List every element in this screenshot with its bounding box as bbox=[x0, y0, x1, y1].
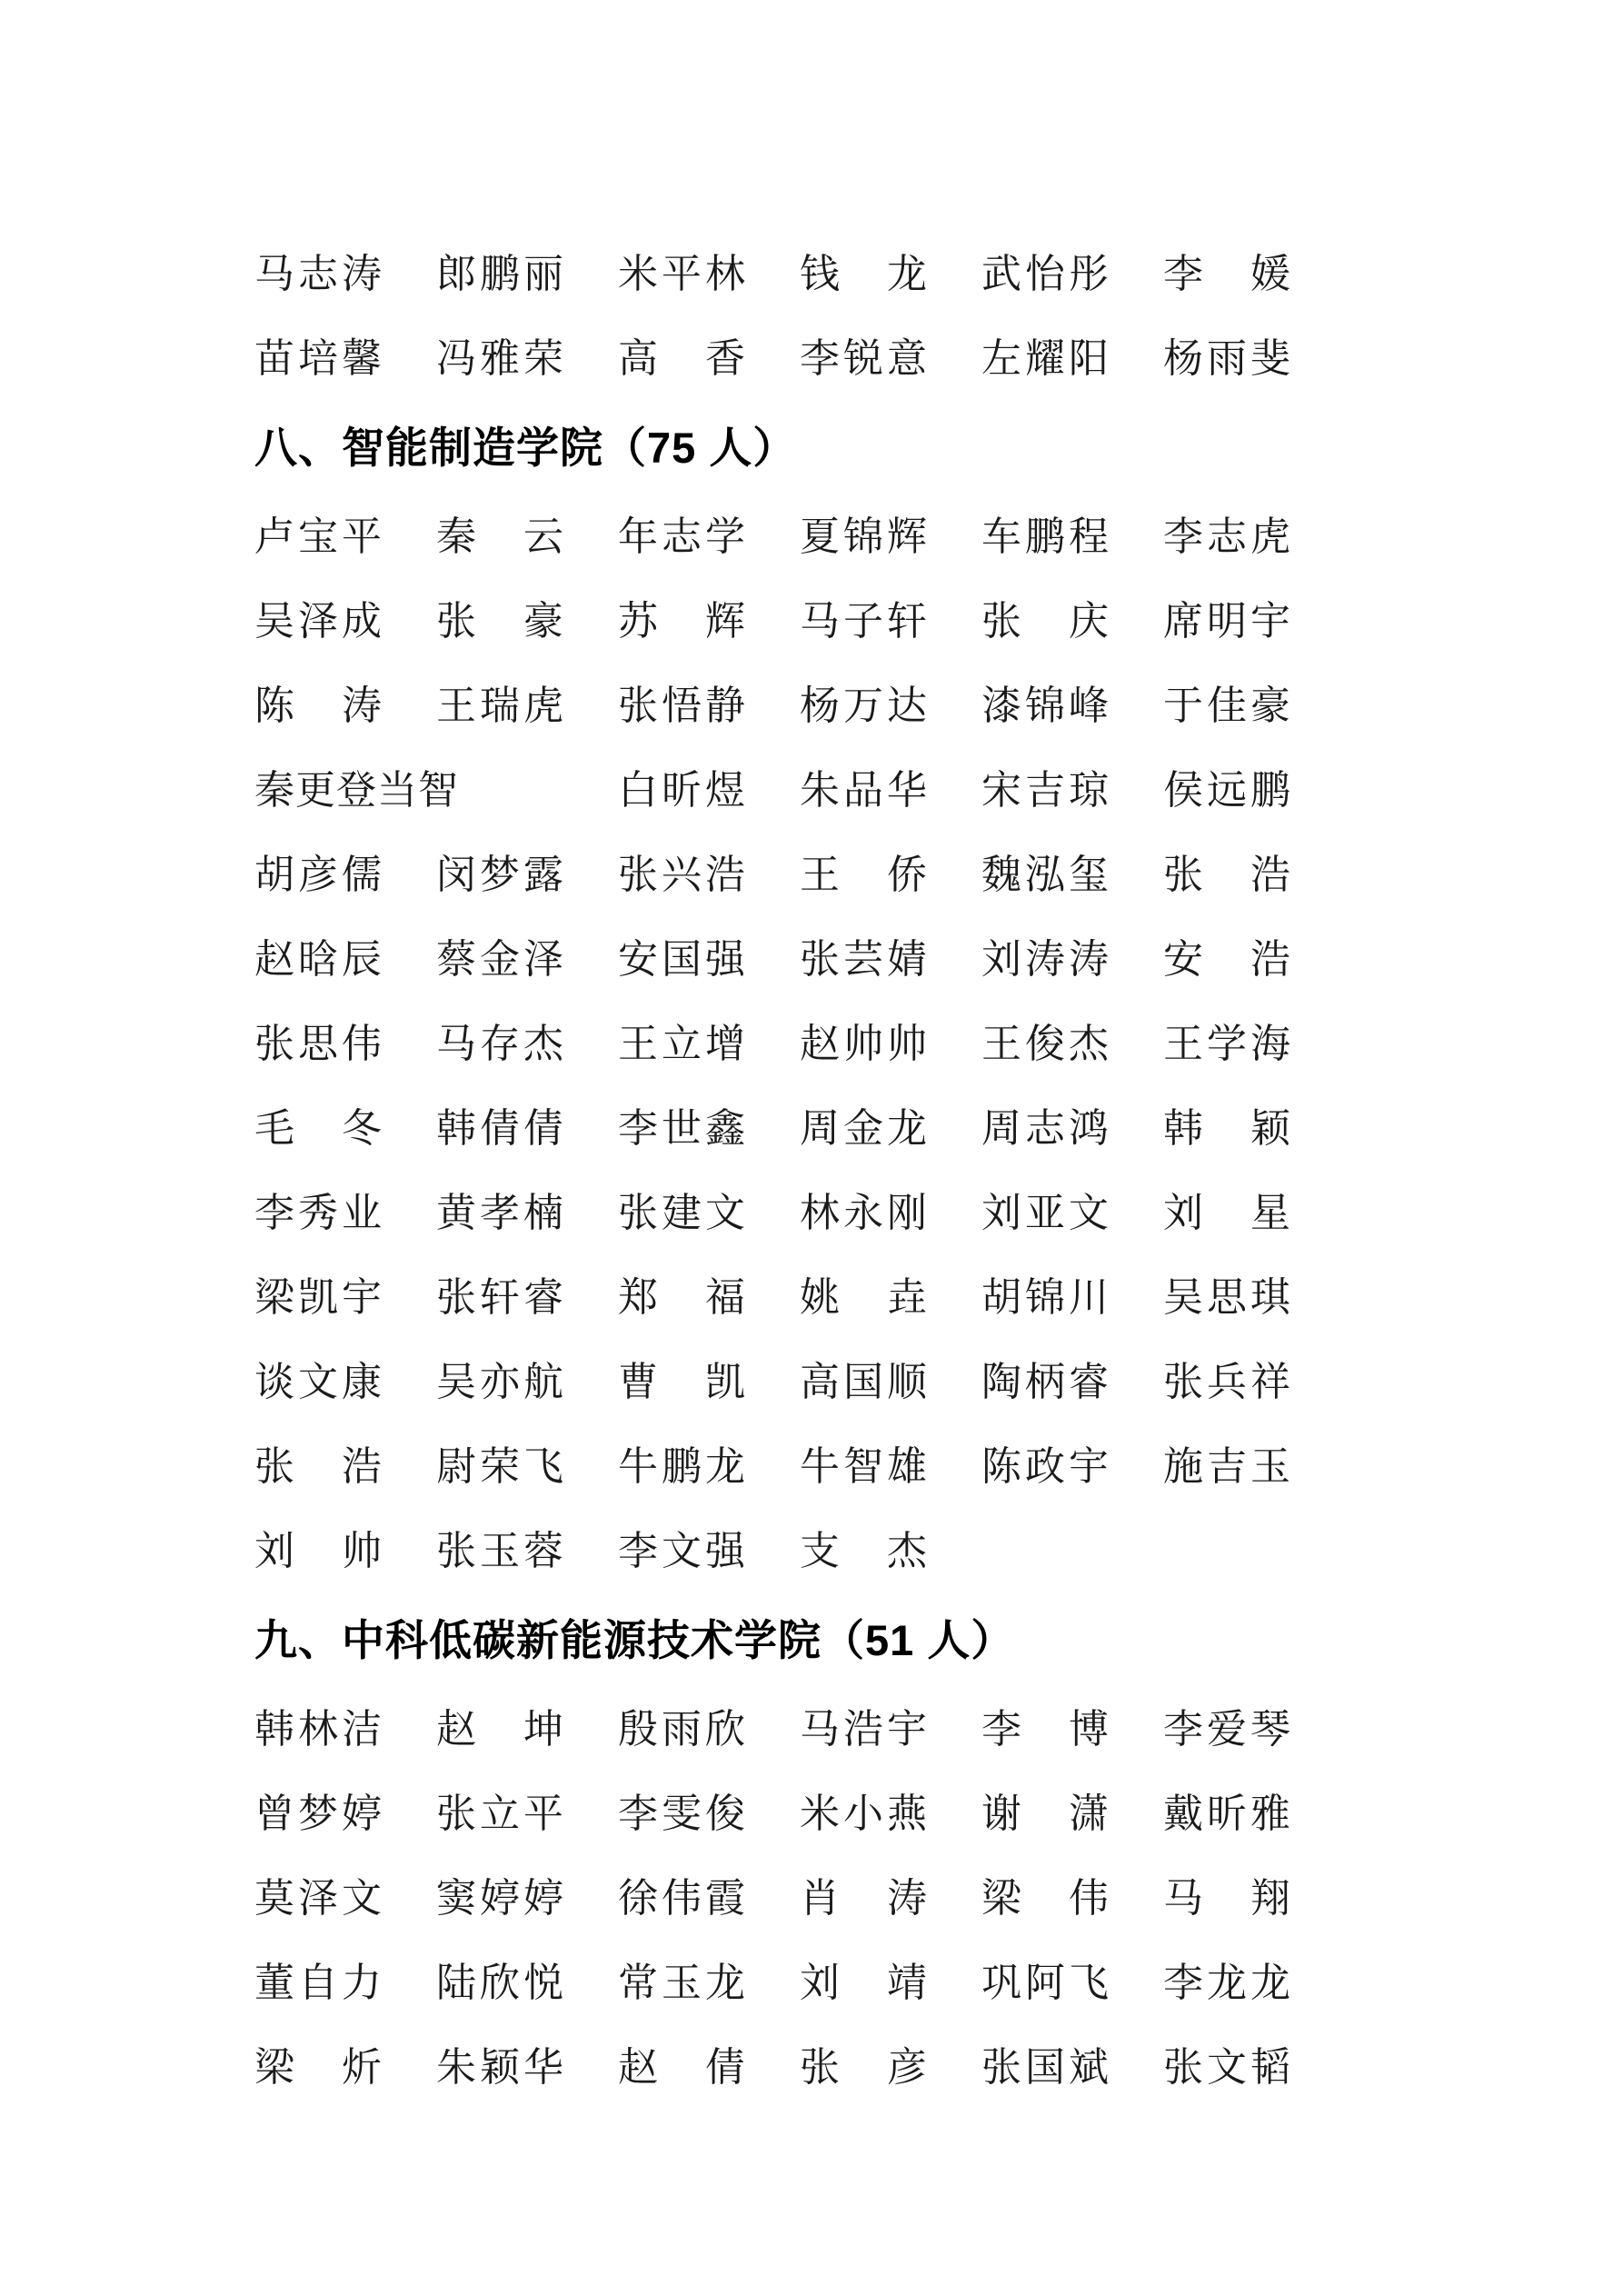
person-name: 谈文康 bbox=[254, 1359, 382, 1404]
person-name: 马翔 bbox=[1163, 1875, 1290, 1921]
name-row bbox=[254, 1002, 1623, 1086]
person-name: 刘靖 bbox=[800, 1960, 927, 2005]
person-name: 张立平 bbox=[436, 1791, 563, 1836]
person-name: 李媛 bbox=[1163, 251, 1290, 296]
person-name: 马志涛 bbox=[254, 251, 382, 296]
person-name: 苏辉 bbox=[618, 598, 745, 644]
person-name: 张文韬 bbox=[1163, 2044, 1290, 2090]
person-name: 窦婷婷 bbox=[436, 1875, 563, 1921]
person-name: 巩阿飞 bbox=[981, 1960, 1109, 2005]
person-name: 秦更登当智 bbox=[254, 767, 459, 813]
person-name: 陈政宇 bbox=[981, 1443, 1109, 1489]
person-name: 郑福 bbox=[618, 1274, 745, 1320]
person-name: 徐伟霞 bbox=[618, 1875, 745, 1921]
name-row bbox=[254, 2025, 1623, 2110]
person-name: 梁凯宇 bbox=[254, 1274, 382, 1320]
name-row bbox=[254, 1772, 1623, 1856]
name-row bbox=[254, 1941, 1623, 2025]
person-name: 李世鑫 bbox=[618, 1105, 745, 1151]
person-name: 吴思琪 bbox=[1163, 1274, 1290, 1320]
name-row bbox=[254, 664, 1623, 748]
person-name: 侯远鹏 bbox=[1163, 767, 1290, 813]
person-name: 周金龙 bbox=[800, 1105, 927, 1151]
person-name: 魏泓玺 bbox=[981, 852, 1109, 897]
person-name: 刘涛涛 bbox=[981, 936, 1109, 982]
person-name: 常玉龙 bbox=[618, 1960, 745, 2005]
person-name: 年志学 bbox=[618, 514, 745, 559]
person-name: 韩倩倩 bbox=[436, 1105, 563, 1151]
person-name: 周志鸿 bbox=[981, 1105, 1109, 1151]
person-name: 钱龙 bbox=[800, 251, 927, 296]
person-name: 赵坤 bbox=[436, 1706, 563, 1752]
person-name: 赵晗辰 bbox=[254, 936, 382, 982]
person-name: 秦云 bbox=[436, 514, 563, 559]
person-name: 闵梦露 bbox=[436, 852, 563, 897]
name-row bbox=[254, 1086, 1623, 1171]
person-name: 韩颖 bbox=[1163, 1105, 1290, 1151]
person-name: 漆锦峰 bbox=[981, 683, 1109, 728]
person-name: 赵帅帅 bbox=[800, 1021, 927, 1066]
person-name: 苗培馨 bbox=[254, 335, 382, 381]
person-name: 刘帅 bbox=[254, 1528, 382, 1573]
person-name: 米小燕 bbox=[800, 1791, 927, 1836]
person-name: 韩林洁 bbox=[254, 1706, 382, 1752]
person-name: 刘星 bbox=[1163, 1190, 1290, 1235]
person-name: 张玉蓉 bbox=[436, 1528, 563, 1573]
name-row bbox=[254, 1255, 1623, 1340]
person-name: 支杰 bbox=[800, 1528, 927, 1573]
person-name: 吴亦航 bbox=[436, 1359, 563, 1404]
person-name: 梁伟 bbox=[981, 1875, 1109, 1921]
person-name: 卢宝平 bbox=[254, 514, 382, 559]
person-name: 高国顺 bbox=[800, 1359, 927, 1404]
person-name: 吴泽成 bbox=[254, 598, 382, 644]
name-row bbox=[254, 579, 1623, 664]
person-name: 李锐意 bbox=[800, 335, 927, 381]
name-row bbox=[254, 1340, 1623, 1424]
name-row bbox=[254, 1509, 1623, 1593]
person-name: 张建文 bbox=[618, 1190, 745, 1235]
name-row bbox=[254, 494, 1623, 579]
person-name: 尉荣飞 bbox=[436, 1443, 563, 1489]
person-name: 施吉玉 bbox=[1163, 1443, 1290, 1489]
person-name: 郎鹏丽 bbox=[436, 251, 563, 296]
person-name: 杨万达 bbox=[800, 683, 927, 728]
person-name: 米平林 bbox=[618, 251, 745, 296]
person-name: 张豪 bbox=[436, 598, 563, 644]
person-name: 武怡彤 bbox=[981, 251, 1109, 296]
person-name: 姚垚 bbox=[800, 1274, 927, 1320]
person-name: 蔡金泽 bbox=[436, 936, 563, 982]
person-name: 高香 bbox=[618, 335, 745, 381]
person-name: 张国斌 bbox=[981, 2044, 1109, 2090]
person-name: 莫泽文 bbox=[254, 1875, 382, 1921]
section-heading: 八、智能制造学院（75 人） bbox=[254, 424, 797, 472]
person-name: 牛智雄 bbox=[800, 1443, 927, 1489]
person-name: 张兵祥 bbox=[1163, 1359, 1290, 1404]
name-row bbox=[254, 748, 1623, 833]
person-name: 冯雅荣 bbox=[436, 335, 563, 381]
person-name: 戴昕雅 bbox=[1163, 1791, 1290, 1836]
person-name: 朱品华 bbox=[800, 767, 927, 813]
person-name: 车鹏程 bbox=[981, 514, 1109, 559]
person-name: 安国强 bbox=[618, 936, 745, 982]
person-name: 马子轩 bbox=[800, 598, 927, 644]
person-name: 张兴浩 bbox=[618, 852, 745, 897]
name-row bbox=[254, 833, 1623, 917]
person-name: 梁炘 bbox=[254, 2044, 382, 2090]
person-name: 杨雨斐 bbox=[1163, 335, 1290, 381]
person-name: 于佳豪 bbox=[1163, 683, 1290, 728]
person-name: 李龙龙 bbox=[1163, 1960, 1290, 2005]
person-name: 席明宇 bbox=[1163, 598, 1290, 644]
name-row bbox=[254, 1424, 1623, 1509]
person-name: 牛鹏龙 bbox=[618, 1443, 745, 1489]
person-name: 林永刚 bbox=[800, 1190, 927, 1235]
person-name: 曹凯 bbox=[618, 1359, 745, 1404]
person-name: 白昕煜 bbox=[618, 767, 745, 813]
person-name: 李爱琴 bbox=[1163, 1706, 1290, 1752]
name-row bbox=[254, 917, 1623, 1002]
person-name: 曾梦婷 bbox=[254, 1791, 382, 1836]
person-name: 张彦 bbox=[800, 2044, 927, 2090]
person-name: 张庆 bbox=[981, 598, 1109, 644]
person-name: 王学海 bbox=[1163, 1021, 1290, 1066]
person-name: 马存杰 bbox=[436, 1021, 563, 1066]
name-row bbox=[254, 232, 1623, 316]
person-name: 谢潇 bbox=[981, 1791, 1109, 1836]
person-name: 张悟静 bbox=[618, 683, 745, 728]
person-name: 宋吉琼 bbox=[981, 767, 1109, 813]
person-name: 左耀阳 bbox=[981, 335, 1109, 381]
person-name: 肖涛 bbox=[800, 1875, 927, 1921]
name-row bbox=[254, 316, 1623, 401]
person-name: 赵倩 bbox=[618, 2044, 745, 2090]
person-name: 殷雨欣 bbox=[618, 1706, 745, 1752]
person-name: 李博 bbox=[981, 1706, 1109, 1752]
person-name: 董自力 bbox=[254, 1960, 382, 2005]
person-name: 王俊杰 bbox=[981, 1021, 1109, 1066]
person-name: 陶柄睿 bbox=[981, 1359, 1109, 1404]
person-name: 张轩睿 bbox=[436, 1274, 563, 1320]
person-name: 张思伟 bbox=[254, 1021, 382, 1066]
person-name: 安浩 bbox=[1163, 936, 1290, 982]
person-name: 陆欣悦 bbox=[436, 1960, 563, 2005]
person-name: 张芸婧 bbox=[800, 936, 927, 982]
section-heading: 九、中科低碳新能源技术学院（51 人） bbox=[254, 1616, 1015, 1664]
person-name: 李文强 bbox=[618, 1528, 745, 1573]
person-name: 李雯俊 bbox=[618, 1791, 745, 1836]
name-row bbox=[254, 1856, 1623, 1941]
person-name: 李秀业 bbox=[254, 1190, 382, 1235]
person-name: 朱颖华 bbox=[436, 2044, 563, 2090]
name-row bbox=[254, 1687, 1623, 1772]
name-row bbox=[254, 1171, 1623, 1255]
person-name: 王侨 bbox=[800, 852, 927, 897]
person-name: 张浩 bbox=[1163, 852, 1290, 897]
person-name: 夏锦辉 bbox=[800, 514, 927, 559]
person-name: 王立增 bbox=[618, 1021, 745, 1066]
person-name: 刘亚文 bbox=[981, 1190, 1109, 1235]
person-name: 胡锦川 bbox=[981, 1274, 1109, 1320]
person-name: 李志虎 bbox=[1163, 514, 1290, 559]
person-name: 王瑞虎 bbox=[436, 683, 563, 728]
person-name: 张浩 bbox=[254, 1443, 382, 1489]
person-name: 陈涛 bbox=[254, 683, 382, 728]
section-heading-row bbox=[254, 1593, 1623, 1687]
person-name: 马浩宇 bbox=[800, 1706, 927, 1752]
person-name: 毛冬 bbox=[254, 1105, 382, 1151]
person-name: 黄孝楠 bbox=[436, 1190, 563, 1235]
section-heading-row bbox=[254, 401, 1623, 494]
person-name: 胡彦儒 bbox=[254, 852, 382, 897]
